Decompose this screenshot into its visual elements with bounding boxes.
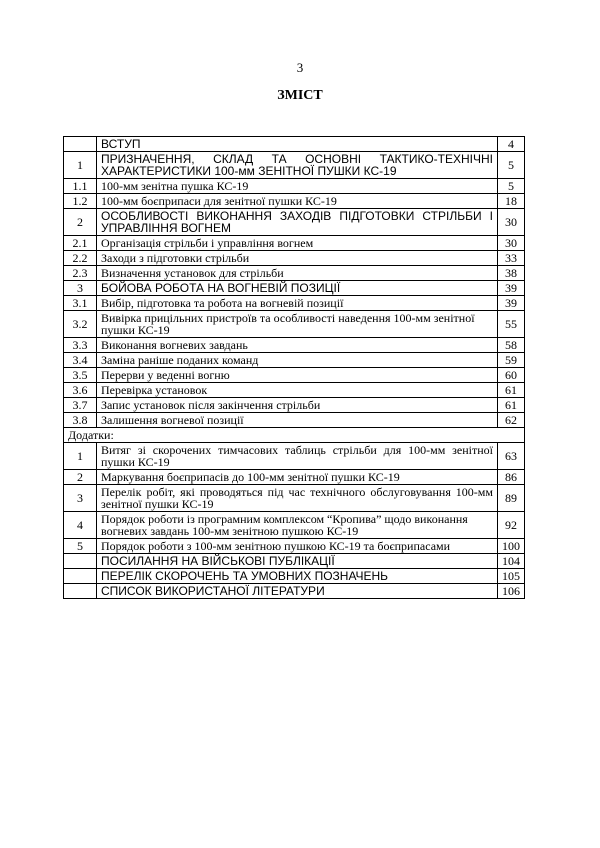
- toc-row: [64, 266, 525, 281]
- toc-page-number: 58: [498, 338, 525, 353]
- toc-body: [64, 137, 525, 599]
- toc-section-number: 3: [64, 485, 97, 512]
- toc-entry-title: Перелік робіт, які проводяться під час технічного обслуговування 100-мм зенітної пушки КС-19: [97, 485, 498, 512]
- toc-entry-title: ПРИЗНАЧЕННЯ, СКЛАД ТА ОСНОВНІ ТАКТИКО-ТЕХНІЧНІ ХАРАКТЕРИСТИКИ 100-мм ЗЕНІТНОЇ ПУШКИ КС-19: [97, 152, 498, 179]
- toc-section-number: 3.6: [64, 383, 97, 398]
- toc-row: [64, 539, 525, 554]
- toc-entry-title: Порядок роботи з 100-мм зенітною пушкою КС-19 та боєприпасами: [97, 539, 498, 554]
- toc-entry-title: СПИСОК ВИКОРИСТАНОЇ ЛІТЕРАТУРИ: [97, 584, 498, 599]
- toc-page-number: 18: [498, 194, 525, 209]
- toc-row: [64, 512, 525, 539]
- toc-entry-title: БОЙОВА РОБОТА НА ВОГНЕВІЙ ПОЗИЦІЇ: [97, 281, 498, 296]
- toc-page-number: 4: [498, 137, 525, 152]
- toc-page-number: 61: [498, 398, 525, 413]
- toc-row: [64, 194, 525, 209]
- toc-page-number: 59: [498, 353, 525, 368]
- toc-row: [64, 179, 525, 194]
- toc-row: [64, 209, 525, 236]
- toc-section-number: 1: [64, 443, 97, 470]
- toc-entry-title: Заміна раніше поданих команд: [97, 353, 498, 368]
- toc-page-number: 38: [498, 266, 525, 281]
- toc-row: [64, 398, 525, 413]
- toc-page-number: 5: [498, 152, 525, 179]
- toc-entry-title: Перевірка установок: [97, 383, 498, 398]
- toc-page-number: 89: [498, 485, 525, 512]
- toc-entry-title: Порядок роботи із програмним комплексом “Кропива” щодо виконання вогневих завдань 100-мм зенітною пушкою КС-19: [97, 512, 498, 539]
- toc-entry-title: Вибір, підготовка та робота на вогневій позиції: [97, 296, 498, 311]
- toc-row: [64, 281, 525, 296]
- toc-page-number: 104: [498, 554, 525, 569]
- toc-section-number: 3: [64, 281, 97, 296]
- toc-row: [64, 311, 525, 338]
- toc-section-number: 1.1: [64, 179, 97, 194]
- toc-section-number: [64, 569, 97, 584]
- toc-page-number: 62: [498, 413, 525, 428]
- toc-page-number: 39: [498, 296, 525, 311]
- toc-row: [64, 296, 525, 311]
- toc-section-number: 2.1: [64, 236, 97, 251]
- toc-row: [64, 413, 525, 428]
- toc-section-number: [64, 137, 97, 152]
- toc-page-number: 33: [498, 251, 525, 266]
- toc-entry-title: Заходи з підготовки стрільби: [97, 251, 498, 266]
- toc-entry-title: Перерви у веденні вогню: [97, 368, 498, 383]
- toc-page-number: 63: [498, 443, 525, 470]
- toc-row: [64, 383, 525, 398]
- toc-section-number: 3.8: [64, 413, 97, 428]
- toc-section-number: 2: [64, 470, 97, 485]
- toc-section-number: [64, 584, 97, 599]
- toc-page-number: 86: [498, 470, 525, 485]
- toc-entry-title: Витяг зі скорочених тимчасових таблиць стрільби для 100-мм зенітної пушки КС-19: [97, 443, 498, 470]
- toc-page-number: 30: [498, 209, 525, 236]
- toc-section-number: [64, 554, 97, 569]
- toc-row: [64, 584, 525, 599]
- toc-entry-title: Визначення установок для стрільби: [97, 266, 498, 281]
- toc-row: [64, 554, 525, 569]
- toc-entry-title: Запис установок після закінчення стрільби: [97, 398, 498, 413]
- toc-row: [64, 443, 525, 470]
- toc-entry-title: Організація стрільби і управління вогнем: [97, 236, 498, 251]
- toc-section-number: 3.1: [64, 296, 97, 311]
- toc-row: [64, 485, 525, 512]
- toc-page-number: 100: [498, 539, 525, 554]
- toc-page-number: 106: [498, 584, 525, 599]
- toc-row: [64, 251, 525, 266]
- toc-page-number: 61: [498, 383, 525, 398]
- toc-row: [64, 137, 525, 152]
- toc-entry-title: ПЕРЕЛІК СКОРОЧЕНЬ ТА УМОВНИХ ПОЗНАЧЕНЬ: [97, 569, 498, 584]
- toc-section-number: 2.2: [64, 251, 97, 266]
- toc-row: [64, 470, 525, 485]
- toc-section-number: 3.3: [64, 338, 97, 353]
- toc-section-number: 3.7: [64, 398, 97, 413]
- toc-entry-title: ПОСИЛАННЯ НА ВІЙСЬКОВІ ПУБЛІКАЦІЇ: [97, 554, 498, 569]
- toc-entry-title: Виконання вогневих завдань: [97, 338, 498, 353]
- toc-section-number: 3.4: [64, 353, 97, 368]
- toc-section-number: 2: [64, 209, 97, 236]
- toc-page-number: 5: [498, 179, 525, 194]
- toc-page-number: 60: [498, 368, 525, 383]
- toc-entry-title: Залишення вогневої позиції: [97, 413, 498, 428]
- toc-entry-title: Маркування боєприпасів до 100-мм зенітної пушки КС-19: [97, 470, 498, 485]
- toc-section-number: 5: [64, 539, 97, 554]
- toc-page-number: 39: [498, 281, 525, 296]
- toc-page-number: 55: [498, 311, 525, 338]
- appendix-label: Додатки:: [64, 428, 525, 443]
- toc-row: [64, 368, 525, 383]
- toc-row: [64, 236, 525, 251]
- toc-row: [64, 338, 525, 353]
- page-title: ЗМІСТ: [277, 88, 323, 103]
- toc-section-number: 1: [64, 152, 97, 179]
- toc-row: [64, 152, 525, 179]
- table-of-contents: [63, 136, 525, 599]
- toc-section-number: 3.5: [64, 368, 97, 383]
- toc-entry-title: ОСОБЛИВОСТІ ВИКОНАННЯ ЗАХОДІВ ПІДГОТОВКИ СТРІЛЬБИ І УПРАВЛІННЯ ВОГНЕМ: [97, 209, 498, 236]
- toc-page-number: 105: [498, 569, 525, 584]
- toc-section-number: 2.3: [64, 266, 97, 281]
- toc-entry-title: 100-мм зенітна пушка КС-19: [97, 179, 498, 194]
- toc-entry-title: ВСТУП: [97, 137, 498, 152]
- toc-section-number: 4: [64, 512, 97, 539]
- toc-row: [64, 353, 525, 368]
- toc-appendix-header-row: [64, 428, 525, 443]
- toc-row: [64, 569, 525, 584]
- toc-page-number: 92: [498, 512, 525, 539]
- toc-entry-title: Вивірка прицільних пристроїв та особливості наведення 100-мм зенітної пушки КС-19: [97, 311, 498, 338]
- page-number: 3: [296, 60, 304, 75]
- toc-section-number: 1.2: [64, 194, 97, 209]
- toc-section-number: 3.2: [64, 311, 97, 338]
- toc-page-number: 30: [498, 236, 525, 251]
- toc-entry-title: 100-мм боєприпаси для зенітної пушки КС-19: [97, 194, 498, 209]
